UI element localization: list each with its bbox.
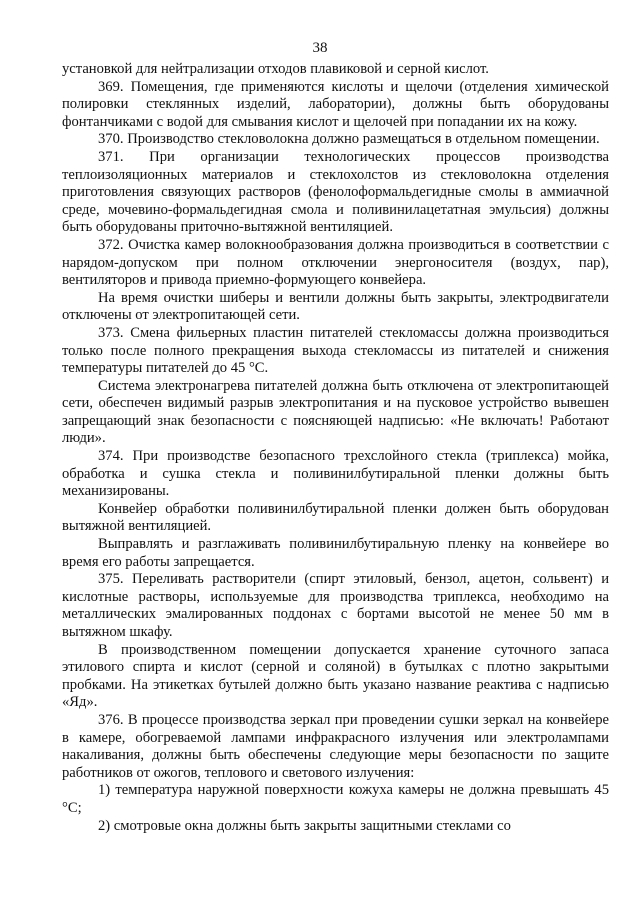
list-item-2: 2) смотровые окна должны быть закрыты защитными стеклами со	[98, 817, 511, 834]
paragraph-372-note: На время очистки шиберы и вентили должны быть закрыты, электродвигатели отключены от электропитающей сети.	[62, 289, 609, 324]
paragraph-372: 372. Очистка камер волокнообразования должна производиться в соответствии с нарядом-допуском при полном отключении энергоносителя (воздух, пар), вентиляторов и привода приемно-формующего конвейера.	[62, 236, 609, 289]
paragraph-376: 376. В процессе производства зеркал при проведении сушки зеркал на конвейере в камере, обогреваемой лампами инфракрасного излучения или электролампами накаливания, должны быть обеспечены следующие меры безопасности по защите работников от ожогов, теплового и светового излучения:	[62, 711, 609, 781]
paragraph-374-prohibition: Выправлять и разглаживать поливинилбутиральную пленку на конвейере во время его работы запрещается.	[62, 536, 609, 570]
list-item-1: 1) температура наружной поверхности кожуха камеры не должна превышать 45 °С;	[62, 782, 609, 816]
paragraph-370: 370. Производство стекловолокна должно размещаться в отдельном помещении.	[98, 131, 600, 148]
paragraph-369: 369. Помещения, где применяются кислоты и щелочи (отделения химической полировки стеклянных изделий, лаборатории), должны быть оборудованы фонтанчиками с водой для смывания кислот и щелочей при попадании их на кожу.	[62, 78, 609, 130]
paragraph-continuation: установкой для нейтрализации отходов плавиковой и серной кислот.	[62, 61, 489, 77]
paragraph-373: 373. Смена фильерных пластин питателей стекломассы должна производиться только после полного прекращения выхода стекломассы из питателей и снижения температуры питателей до 45 °С.	[62, 324, 609, 377]
paragraph-375-storage: В производственном помещении допускается хранение суточного запаса этилового спирта и кислот (серной и соляной) в бутылках с плотно закрытыми пробками. На этикетках бутылей должно быть указано название реактива с надписью «Яд».	[62, 641, 609, 711]
paragraph-371: 371. При организации технологических процессов производства теплоизоляционных материалов и стеклохолстов из стекловолокна отделения приготовления связующих растворов (фенолоформальдегидные смолы в аммиачной среде, мочевино-формальдегидная смола и поливинилацетатная эмульсия) должны быть оборудованы приточно-вытяжной вентиляцией.	[62, 148, 609, 236]
document-body	[62, 61, 609, 835]
page-number: 38	[312, 40, 328, 56]
paragraph-375: 375. Переливать растворители (спирт этиловый, бензол, ацетон, сольвент) и кислотные растворы, используемые для производства триплекса, необходимо на металлических эмалированных поддонах с бортами высотой не менее 50 мм в вытяжном шкафу.	[62, 571, 609, 640]
paragraph-374: 374. При производстве безопасного трехслойного стекла (триплекса) мойка, обработка и сушка стекла и поливинилбутиральной пленки должны быть механизированы.	[62, 448, 609, 500]
paragraph-374-conveyor: Конвейер обработки поливинилбутиральной пленки должен быть оборудован вытяжной вентиляцией.	[62, 500, 609, 535]
paragraph-373-note: Система электронагрева питателей должна быть отключена от электропитающей сети, обеспечен видимый разрыв электропитания и на пусковое устройство вывешен запрещающий знак безопасности с поясняющей надписью: «Не включать! Работают люди».	[62, 377, 609, 447]
